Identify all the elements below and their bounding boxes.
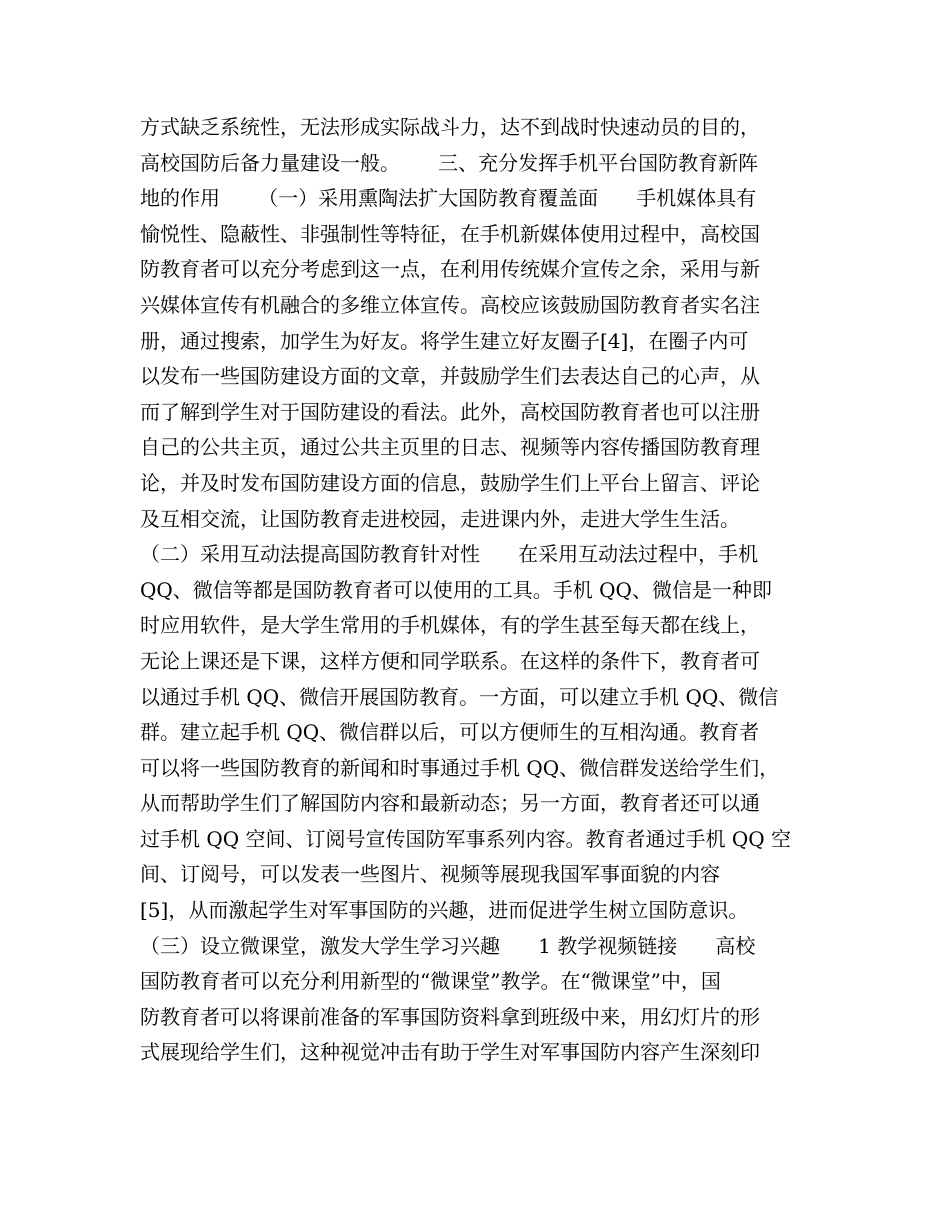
text-line: 防教育者可以将课前准备的军事国防资料拿到班级中来，用幻灯片的形 xyxy=(140,1004,760,1029)
text-line: 时应用软件，是大学生常用的手机媒体，有的学生甚至每天都在线上， xyxy=(140,613,760,638)
text-line: 防教育者可以充分考虑到这一点，在利用传统媒介宣传之余，采用与新 xyxy=(140,257,760,282)
text-line: QQ、微信等都是国防教育者可以使用的工具。手机 QQ、微信是一种即 xyxy=(140,577,772,602)
text-line: 愉悦性、隐蔽性、非强制性等特征，在手机新媒体使用过程中，高校国 xyxy=(140,221,760,246)
text-line: （二）采用互动法提高国防教育针对性 在采用互动法过程中，手机 xyxy=(140,542,759,567)
text-line: 以发布一些国防建设方面的文章，并鼓励学生们去表达自己的心声，从 xyxy=(140,364,760,389)
text-line: 从而帮助学生们了解国防内容和最新动态；另一方面，教育者还可以通 xyxy=(140,791,760,816)
text-line: 以通过手机 QQ、微信开展国防教育。一方面，可以建立手机 QQ、微信 xyxy=(140,684,779,709)
text-line: 自己的公共主页，通过公共主页里的日志、视频等内容传播国防教育理 xyxy=(140,435,760,460)
text-line: 无论上课还是下课，这样方便和同学联系。在这样的条件下，教育者可 xyxy=(140,648,760,673)
text-line: 地的作用 （一）采用熏陶法扩大国防教育覆盖面 手机媒体具有 xyxy=(140,186,757,211)
text-line: 册，通过搜索，加学生为好友。将学生建立好友圈子[4]，在圈子内可 xyxy=(140,328,749,353)
text-line: 方式缺乏系统性，无法形成实际战斗力，达不到战时快速动员的目的， xyxy=(140,115,760,139)
text-line: 论，并及时发布国防建设方面的信息，鼓励学生们上平台上留言、评论 xyxy=(140,470,760,495)
text-line: 及互相交流，让国防教育走进校园，走进课内外，走进大学生生活。 xyxy=(140,506,740,531)
text-line: （三）设立微课堂，激发大学生学习兴趣 1 教学视频链接 高校 xyxy=(140,933,756,958)
text-line: 而了解到学生对于国防建设的看法。此外，高校国防教育者也可以注册 xyxy=(140,399,760,424)
text-line: 国防教育者可以充分利用新型的“微课堂”教学。在“微课堂”中，国 xyxy=(140,969,721,994)
text-line: 间、订阅号，可以发表一些图片、视频等展现我国军事面貌的内容 xyxy=(140,862,720,887)
text-line: 式展现给学生们，这种视觉冲击有助于学生对军事国防内容产生深刻印 xyxy=(140,1040,760,1065)
text-line: [5]，从而激起学生对军事国防的兴趣，进而促进学生树立国防意识。 xyxy=(140,898,749,923)
text-line: 高校国防后备力量建设一般。 三、充分发挥手机平台国防教育新阵 xyxy=(140,150,759,175)
text-line: 兴媒体宣传有机融合的多维立体宣传。高校应该鼓励国防教育者实名注 xyxy=(140,292,760,317)
text-line: 群。建立起手机 QQ、微信群以后，可以方便师生的互相沟通。教育者 xyxy=(140,720,760,745)
text-line: 过手机 QQ 空间、订阅号宣传国防军事系列内容。教育者通过手机 QQ 空 xyxy=(140,826,792,851)
body-text xyxy=(140,110,830,1071)
text-line: 可以将一些国防教育的新闻和时事通过手机 QQ、微信群发送给学生们， xyxy=(140,755,780,780)
